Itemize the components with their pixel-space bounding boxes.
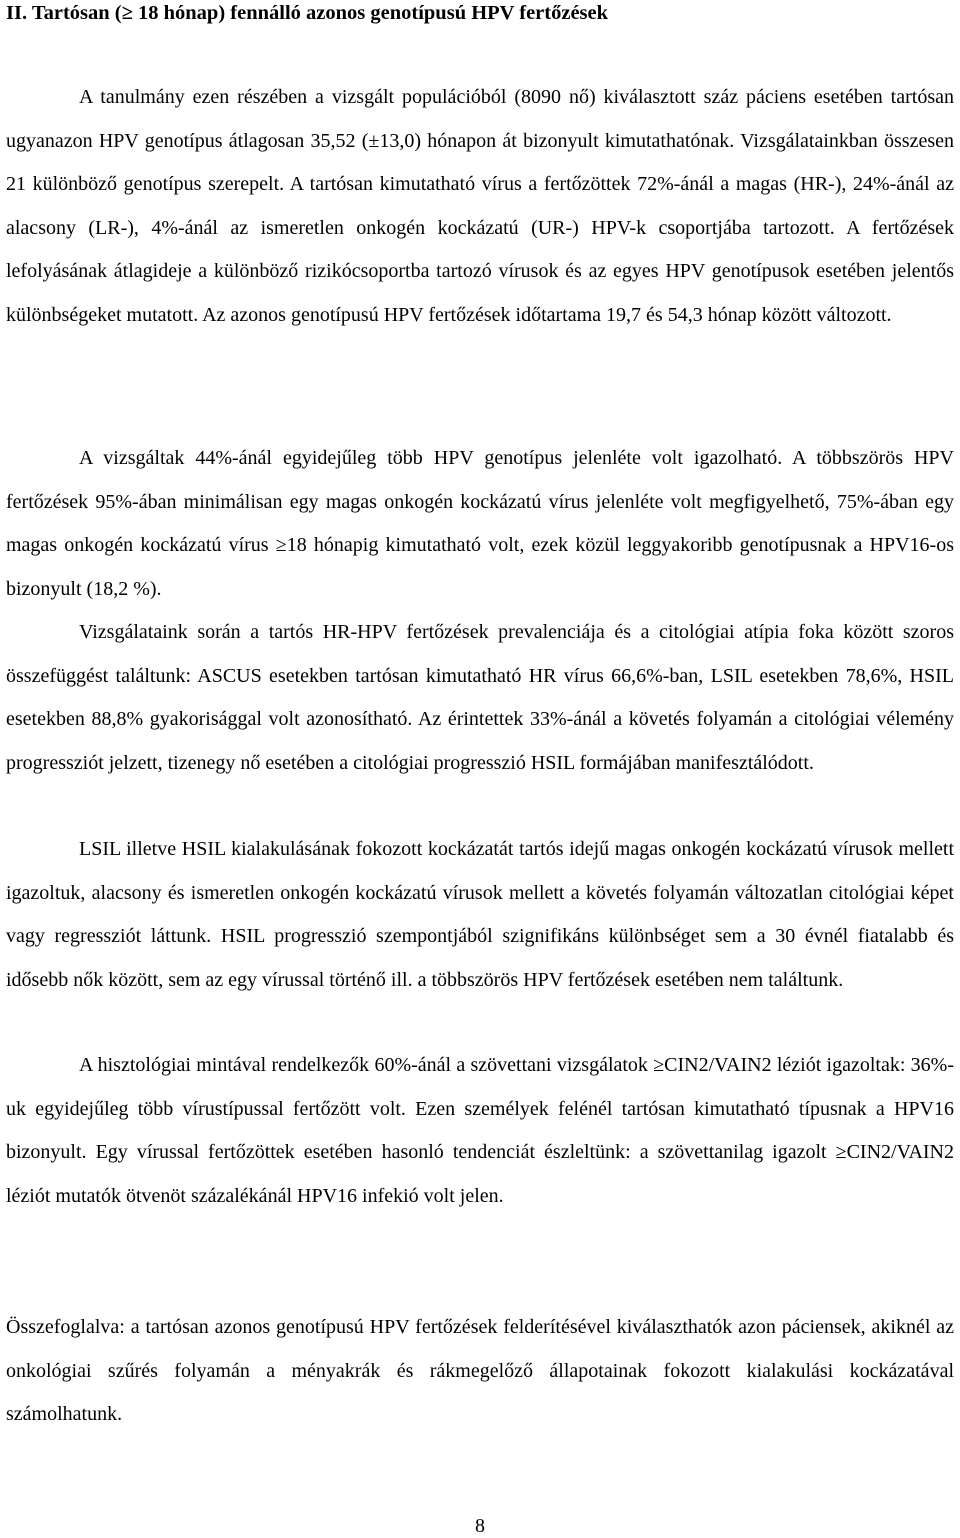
paragraph-histology: A hisztológiai mintával rendelkezők 60%-ánál a szövettani vizsgálatok ≥CIN2/VAIN2 léziót igazoltak: 36%-uk egyidejűleg több vírustípussal fertőzött volt. Ezen személyek felénél tartósan kimutatható típusnak a HPV16 bizonyult. Egy vírussal fertőzöttek esetében hasonló tendenciát észleltünk: a szövettanilag igazolt ≥CIN2/VAIN2 léziót mutatók ötvenöt százalékánál HPV16 infekió volt jelen. <box>6 1054 954 1207</box>
paragraph-summary: Összefoglalva: a tartósan azonos genotípusú HPV fertőzések felderítésével kiválaszthatók azon páciensek, akiknél az onkológiai szűrés folyamán a ményakrák és rákmegelőző állapotainak fokozott kialakulási kockázatával számolhatunk. <box>6 1316 954 1426</box>
paragraph-intro: A tanulmány ezen részében a vizsgált populációból (8090 nő) kiválasztott száz páciens esetében tartósan ugyanazon HPV genotípus átlagosan 35,52 (±13,0) hónapon át bizonyult kimutathatónak. Vizsgálatainkban összesen 21 különböző genotípus szerepelt. A tartósan kimutatható vírus a fertőzöttek 72%-ánál a magas (HR-), 24%-ánál az alacsony (LR-), 4%-ánál az ismeretlen onkogén kockázatú (UR-) HPV-k csoportjába tartozott. A fertőzések lefolyásának átlagideje a különböző rizikócsoportba tartozó vírusok és az egyes HPV genotípusok esetében jelentős különbségeket mutatott. Az azonos genotípusú HPV fertőzések időtartama 19,7 és 54,3 hónap között változott. <box>6 86 954 326</box>
paragraph-multiple-infections: A vizsgáltak 44%-ánál egyidejűleg több HPV genotípus jelenléte volt igazolható. A többszörös HPV fertőzések 95%-ában minimálisan egy magas onkogén kockázatú vírus jelenléte volt megfigyelhető, 75%-ában egy magas onkogén kockázatú vírus ≥18 hónapig kimutatható volt, ezek közül leggyakoribb genotípusnak a HPV16-os bizonyult (18,2 %). <box>6 447 954 600</box>
paragraph-cytology: Vizsgálataink során a tartós HR-HPV fertőzések prevalenciája és a citológiai atípia foka között szoros összefüggést találtunk: ASCUS esetekben tartósan kimutatható HR vírus 66,6%-ban, LSIL esetekben 78,6%, HSIL esetekben 88,8% gyakorisággal volt azonosítható. Az érintettek 33%-ánál a követés folyamán a citológiai vélemény progressziót jelzett, tizenegy nő esetében a citológiai progresszió HSIL formájában manifesztálódott. <box>6 621 954 774</box>
section-heading: II. Tartósan (≥ 18 hónap) fennálló azonos genotípusú HPV fertőzések <box>6 2 609 24</box>
paragraph-lsil-hsil: LSIL illetve HSIL kialakulásának fokozott kockázatát tartós idejű magas onkogén kockázatú vírusok mellett igazoltuk, alacsony és ismeretlen onkogén kockázatú vírusok mellett a követés folyamán változatlan citológiai képet vagy regressziót láttunk. HSIL progresszió szempontjából szignifikáns különbséget sem a 30 évnél fiatalabb és idősebb nők között, sem az egy vírussal történő ill. a többszörös HPV fertőzések esetében nem találtunk. <box>6 838 954 991</box>
page-number: 8 <box>475 1515 485 1537</box>
